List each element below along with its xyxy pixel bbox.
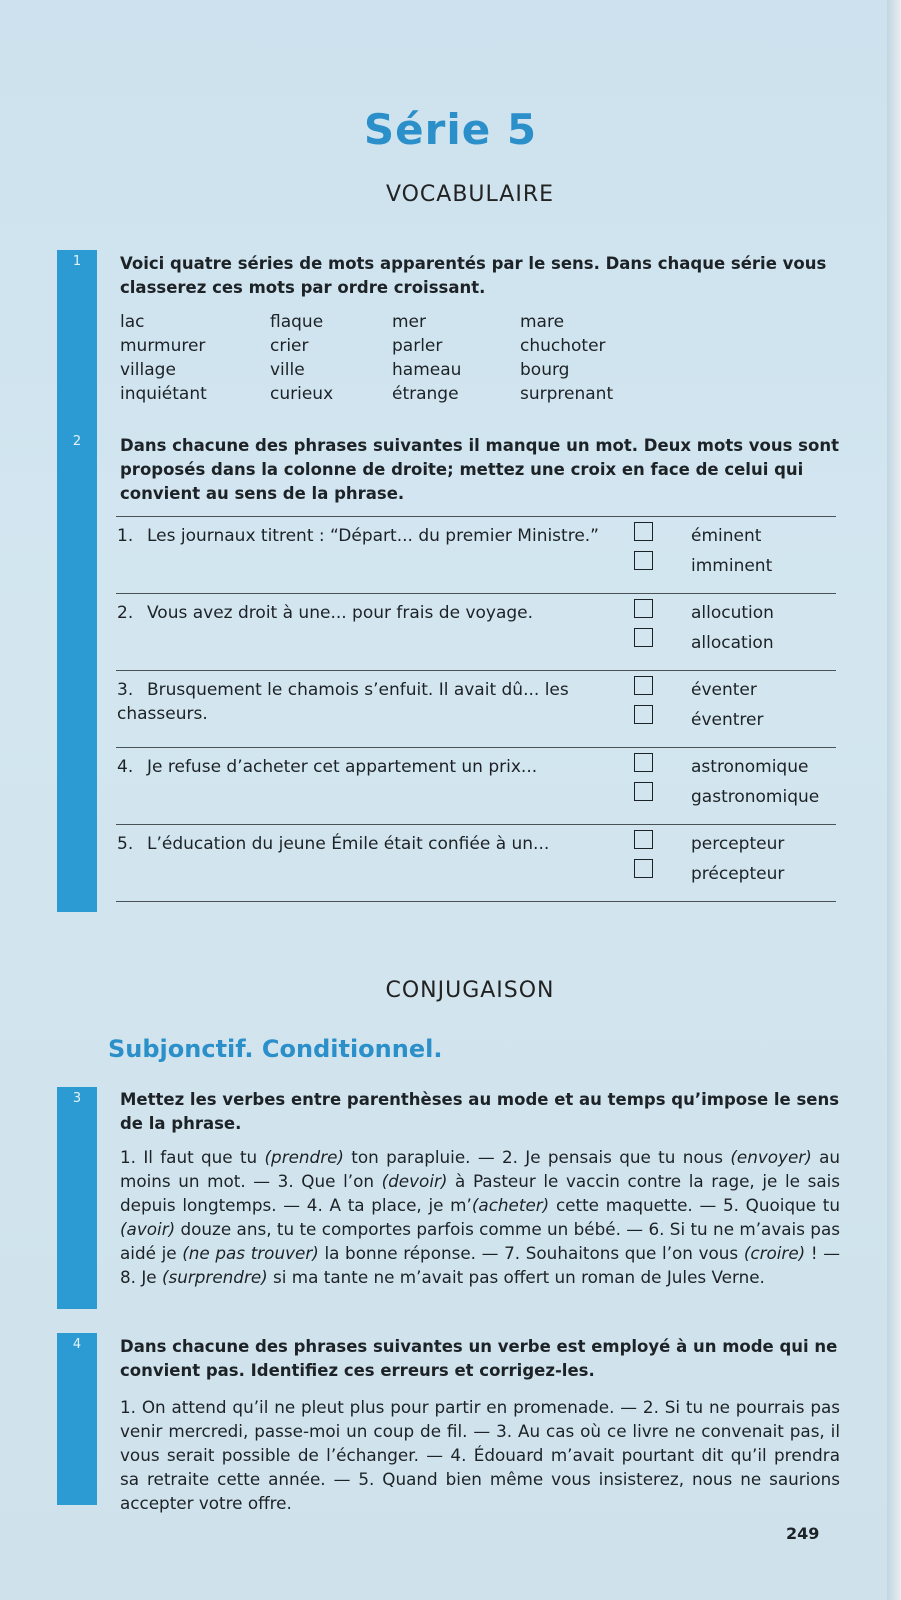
verb-in-parentheses: (ne pas trouver): [182, 1243, 319, 1263]
exercise-bar: [57, 1087, 97, 1309]
answer-checkbox[interactable]: [634, 753, 653, 772]
word: surprenant: [520, 384, 614, 404]
word: mer: [392, 312, 427, 332]
answer-option: éventer: [691, 680, 757, 700]
answer-option: allocation: [691, 633, 774, 653]
word: curieux: [270, 384, 334, 404]
verb-in-parentheses: (acheter): [471, 1195, 550, 1215]
answer-option: imminent: [691, 556, 773, 576]
divider-line: [116, 824, 836, 825]
word: murmurer: [120, 336, 206, 356]
answer-checkbox[interactable]: [634, 551, 653, 570]
answer-checkbox[interactable]: [634, 705, 653, 724]
question-text: Je refuse d’acheter cet appartement un prix...: [147, 757, 538, 777]
answer-option: allocution: [691, 603, 774, 623]
question-item: [117, 755, 607, 779]
divider-line: [116, 593, 836, 594]
verb-in-parentheses: (croire): [743, 1243, 806, 1263]
exercise-number: 2: [72, 434, 82, 449]
word-series-grid: [120, 310, 680, 406]
divider-line: [116, 516, 836, 517]
answer-checkbox[interactable]: [634, 599, 653, 618]
word: crier: [270, 336, 309, 356]
word: étrange: [392, 384, 459, 404]
section-subtitle: Subjonctif. Conditionnel.: [108, 1035, 443, 1063]
answer-checkbox[interactable]: [634, 676, 653, 695]
exercise-number: 1: [72, 254, 82, 269]
question-text: L’éducation du jeune Émile était confiée à un...: [147, 834, 550, 854]
word: bourg: [520, 360, 570, 380]
exercise-instruction: Mettez les verbes entre parenthèses au mode et au temps qu’impose le sens de la phrase.: [120, 1090, 840, 1133]
page-edge: [887, 0, 901, 1600]
question-text: Brusquement le chamois s’enfuit. Il avait dû... les chasseurs.: [117, 680, 569, 724]
exercise-text: 1. On attend qu’il ne pleut plus pour partir en promenade. — 2. Si tu ne pourrais pas venir mercredi, passe-moi un coup de fil. — 3. Au cas où ce livre ne convenait pas, il vous serait possible de l’échanger. — 4. Édouard m’avait pourtant dit qu’il prendra sa retraite cette année. — 5. Quand bien même vous insisterez, nous ne saurions accepter votre offre.: [120, 1397, 840, 1513]
exercise-text: [120, 1145, 840, 1289]
answer-checkbox[interactable]: [634, 830, 653, 849]
text-segment: douze ans, tu te comportes parfois comme un bébé. — 6. Si tu ne m’avais pas aidé je: [120, 1219, 840, 1263]
word: flaque: [270, 312, 324, 332]
answer-checkbox[interactable]: [634, 522, 653, 541]
section-heading-conjugaison: CONJUGAISON: [385, 978, 555, 1003]
question-item: [117, 601, 607, 625]
word: inquiétant: [120, 384, 207, 404]
question-number: 1.: [117, 526, 134, 546]
divider-line: [116, 747, 836, 748]
exercise-instruction: Voici quatre séries de mots apparentés par le sens. Dans chaque série vous classerez ces mots par ordre croissant.: [120, 254, 827, 297]
text-segment: à Pasteur le vaccin contre la rage, je le sais depuis longtemps. — 4. A ta place, je m’: [120, 1171, 841, 1215]
word: village: [120, 360, 176, 380]
page-number: 249: [786, 1524, 820, 1543]
verb-in-parentheses: (devoir): [381, 1171, 448, 1191]
word: chuchoter: [520, 336, 606, 356]
word: ville: [270, 360, 305, 380]
exercise-instruction: Dans chacune des phrases suivantes un verbe est employé à un mode qui ne convient pas. Identifiez ces erreurs et corrigez-les.: [120, 1337, 838, 1380]
answer-option: gastronomique: [691, 787, 820, 807]
question-item: [117, 678, 607, 726]
word: parler: [392, 336, 443, 356]
verb-in-parentheses: (envoyer): [730, 1147, 812, 1167]
section-heading-vocabulaire: VOCABULAIRE: [385, 182, 555, 207]
exercise-number: 3: [72, 1091, 82, 1106]
question-item: [117, 524, 607, 548]
text-segment: 1. Il faut que tu: [120, 1147, 265, 1167]
answer-option: éventrer: [691, 710, 764, 730]
answer-checkbox[interactable]: [634, 859, 653, 878]
exercise-number: 4: [72, 1337, 82, 1352]
text-segment: ! — 8. Je: [120, 1243, 840, 1287]
question-number: 2.: [117, 603, 134, 623]
answer-checkbox[interactable]: [634, 782, 653, 801]
exercise-instruction: Dans chacune des phrases suivantes il manque un mot. Deux mots vous sont proposés dans la colonne de droite; mettez une croix en face de celui qui convient au sens de la phrase.: [120, 436, 839, 503]
answer-option: éminent: [691, 526, 762, 546]
verb-in-parentheses: (surprendre): [161, 1267, 268, 1287]
exercise-bar: [57, 250, 97, 422]
answer-option: astronomique: [691, 757, 809, 777]
verb-in-parentheses: (prendre): [264, 1147, 344, 1167]
text-segment: cette maquette. — 5. Quoique tu: [549, 1195, 840, 1215]
verb-in-parentheses: (avoir): [120, 1219, 176, 1239]
text-segment: la bonne réponse. — 7. Souhaitons que l’on vous: [318, 1243, 744, 1263]
question-number: 5.: [117, 834, 134, 854]
word: mare: [520, 312, 565, 332]
question-number: 4.: [117, 757, 134, 777]
answer-checkbox[interactable]: [634, 628, 653, 647]
answer-option: percepteur: [691, 834, 785, 854]
text-segment: si ma tante ne m’avait pas offert un roman de Jules Verne.: [267, 1267, 765, 1287]
word: lac: [120, 312, 145, 332]
exercise-bar: [57, 422, 97, 912]
question-text: Vous avez droit à une... pour frais de voyage.: [147, 603, 534, 623]
exercise-bar: [57, 1333, 97, 1505]
page-title: Série 5: [363, 105, 538, 154]
question-number: 3.: [117, 680, 134, 700]
divider-line: [116, 901, 836, 902]
question-item: [117, 832, 607, 856]
divider-line: [116, 670, 836, 671]
text-segment: ton parapluie. — 2. Je pensais que tu nous: [343, 1147, 731, 1167]
answer-option: précepteur: [691, 864, 785, 884]
text-segment: au moins un mot. — 3. Que l’on: [120, 1147, 841, 1191]
word: hameau: [392, 360, 462, 380]
question-text: Les journaux titrent : “Départ... du premier Ministre.”: [147, 526, 599, 546]
